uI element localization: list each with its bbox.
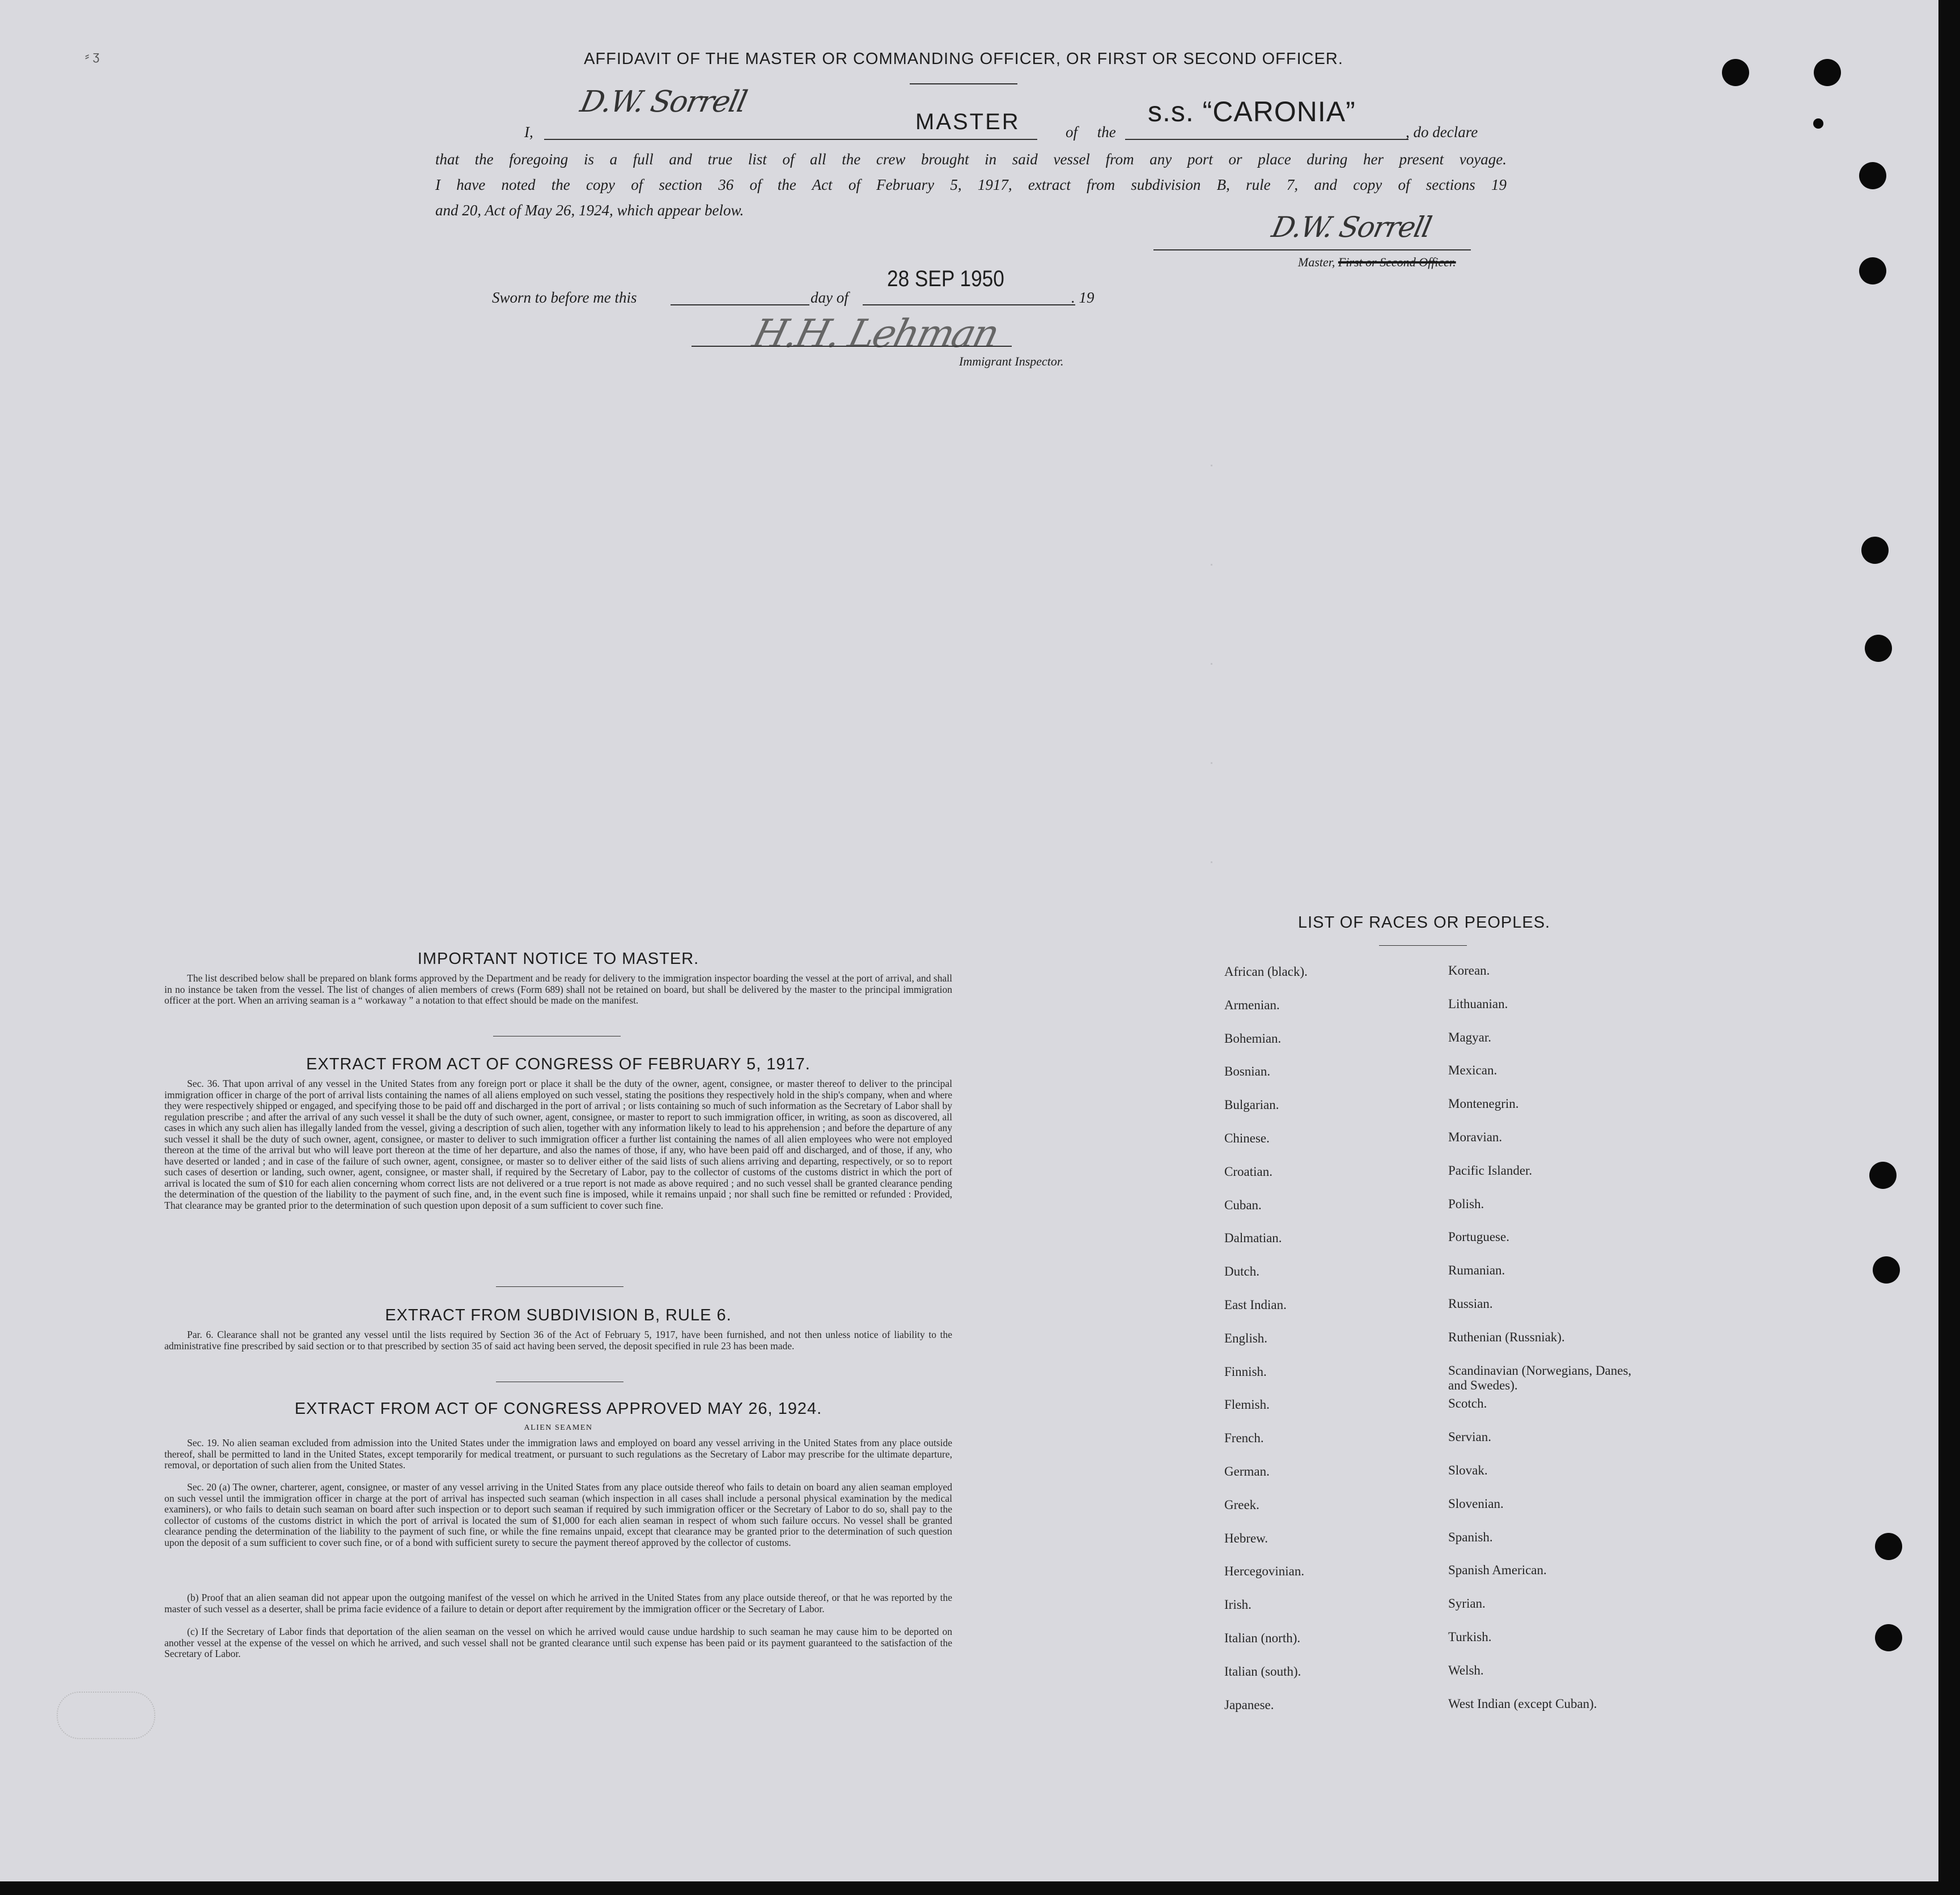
- extract-rule6-title: EXTRACT FROM SUBDIVISION B, RULE 6.: [385, 1306, 732, 1324]
- date-stamp: 28 SEP 1950: [887, 266, 1004, 291]
- punch-hole: [1859, 257, 1886, 284]
- race-item: Mexican.: [1448, 1063, 1497, 1078]
- notice-title: IMPORTANT NOTICE TO MASTER.: [417, 950, 699, 968]
- race-item: Syrian.: [1448, 1596, 1486, 1611]
- day-of-label: day of: [811, 289, 849, 306]
- extract-1924-title: EXTRACT FROM ACT OF CONGRESS APPROVED MAY 26, 1924.: [294, 1400, 822, 1418]
- punch-hole: [1861, 537, 1889, 564]
- races-divider: [1379, 945, 1467, 946]
- title-underline: [910, 83, 1017, 84]
- notice-body: The list described below shall be prepared on blank forms approved by the Department and be ready for delivery to the immigration inspector boarding the vessel at the port of arrival, and shall in no instance be taken from the vessel. The list of changes of alien members of crews (Form 689) shall not be retained on board, but shall be delivered by the master to the principal immigration officer at the port. When an arriving seaman is a “ workaway ” a notation to that effect should be made on the manifest.: [164, 972, 952, 1006]
- master-signature-right: D.W. Sorrell: [1269, 211, 1434, 244]
- extract-1917-title: EXTRACT FROM ACT OF CONGRESS OF FEBRUARY 5, 1917.: [306, 1055, 811, 1073]
- race-item: Finnish.: [1224, 1364, 1267, 1379]
- race-item: Polish.: [1448, 1196, 1484, 1211]
- race-item: Scandinavian (Norwegians, Danes, and Swedes).: [1448, 1363, 1632, 1392]
- signature-line: [1153, 249, 1471, 250]
- master-caption-text: Master,: [1298, 255, 1338, 269]
- statement-line-3: and 20, Act of May 26, 1924, which appear below.: [435, 202, 744, 219]
- vessel-line: [1125, 139, 1409, 140]
- scan-edge-bottom: [0, 1881, 1938, 1895]
- race-item: Ruthenian (Russniak).: [1448, 1329, 1565, 1344]
- extract-1924-sec20a: Sec. 20 (a) The owner, charterer, agent, consignee, or master of any vessel arriving in the United States from any place outside thereof who fails to detain on board any alien seaman employed on such vessel until the immigration officer in charge at the port of arrival has inspected such seaman (which inspection in all cases shall include a personal physical examination by the medical examiners), or who fails to detain such seaman on board after such inspection or to deport such seaman if required by such immigration officer or the Secretary of Labor to do so, shall pay to the collector of customs of the customs district in which the port of arrival is located the sum of $1,000 for each alien seaman in respect of whom such failure occurs. No vessel shall be granted clearance pending the determination of the liability to the payment of such fine, or while the fine remains unpaid, except that clearance may be granted prior to the determination of such question upon the deposit of a sum sufficient to cover such fine, or of a bond with sufficient surety to secure the payment thereof approved by the collector of customs.: [164, 1481, 952, 1548]
- race-item: Portuguese.: [1448, 1230, 1509, 1244]
- vessel-name: s.s. “CARONIA”: [1148, 96, 1356, 128]
- statement-line-1: that the foregoing is a full and true list of all the crew brought in said vessel from any port or place during her present voyage.: [435, 151, 1507, 168]
- punch-hole: [1875, 1624, 1902, 1651]
- faint-dot-trail: [1211, 465, 1212, 895]
- race-item: Greek.: [1224, 1497, 1259, 1512]
- race-item: Croatian.: [1224, 1164, 1272, 1179]
- race-item: Bosnian.: [1224, 1064, 1271, 1079]
- race-item: German.: [1224, 1464, 1270, 1478]
- punch-hole: [1873, 1256, 1900, 1284]
- punch-hole: [1869, 1162, 1897, 1189]
- race-item: Irish.: [1224, 1597, 1251, 1612]
- race-item: Pacific Islander.: [1448, 1163, 1533, 1178]
- do-declare-label: , do declare: [1406, 124, 1478, 141]
- inspector-line: [691, 346, 1012, 347]
- sworn-month-line: [863, 304, 1075, 305]
- race-item: Dutch.: [1224, 1264, 1259, 1279]
- inspector-caption: Immigrant Inspector.: [959, 354, 1064, 368]
- race-item: Russian.: [1448, 1297, 1493, 1311]
- race-item: Servian.: [1448, 1430, 1492, 1444]
- races-title: LIST OF RACES OR PEOPLES.: [1298, 913, 1551, 932]
- race-item: Cuban.: [1224, 1197, 1262, 1212]
- race-item: West Indian (except Cuban).: [1448, 1696, 1597, 1711]
- year-label: . 19: [1071, 289, 1094, 306]
- position-master: MASTER: [915, 109, 1020, 134]
- race-item: African (black).: [1224, 965, 1308, 979]
- race-item: Magyar.: [1448, 1030, 1492, 1044]
- name-line: [544, 139, 1037, 140]
- race-item: Dalmatian.: [1224, 1231, 1282, 1246]
- extract-rule6-body: Par. 6. Clearance shall not be granted any vessel until the lists required by Section 36 of the Act of February 5, 1917, have been furnished, and not then unless notice of liability to the administrative fine prescribed by said section or to that prescribed by section 35 of said act having been served, the deposit specified in rule 23 has been made.: [164, 1329, 952, 1352]
- statement-line-2: I have noted the copy of section 36 of the Act of February 5, 1917, extract from subdivision B, rule 7, and copy of sections 19: [435, 176, 1507, 193]
- race-item: Spanish American.: [1448, 1563, 1547, 1578]
- race-item: Montenegrin.: [1448, 1097, 1519, 1111]
- sworn-label: Sworn to before me this: [492, 289, 637, 306]
- punch-hole: [1814, 59, 1841, 86]
- race-item: English.: [1224, 1331, 1268, 1345]
- corner-mark: ⸗ ʒ: [85, 49, 100, 63]
- race-item: Spanish.: [1448, 1529, 1493, 1544]
- race-item: Slovak.: [1448, 1463, 1488, 1477]
- race-item: Bohemian.: [1224, 1031, 1282, 1046]
- punch-hole: [1875, 1533, 1902, 1560]
- stamp-faint: [57, 1692, 155, 1739]
- race-item: Scotch.: [1448, 1396, 1487, 1411]
- race-item: Italian (south).: [1224, 1664, 1301, 1679]
- race-item: Armenian.: [1224, 997, 1280, 1012]
- race-item: Bulgarian.: [1224, 1098, 1279, 1112]
- punch-hole: [1813, 118, 1823, 129]
- extract-1924-sec19: Sec. 19. No alien seaman excluded from admission into the United States under the immigration laws and employed on board any vessel arriving in the United States from any place outside thereof, shall be permitted to land in the United States, except temporarily for medical treatment, or pursuant to such regulations as the Secretary of Labor may prescribe for the ultimate departure, removal, or deportation of such alien from the United States.: [164, 1437, 952, 1471]
- race-item: Chinese.: [1224, 1131, 1270, 1145]
- race-item: Flemish.: [1224, 1397, 1270, 1412]
- race-item: Moravian.: [1448, 1130, 1503, 1144]
- master-caption: [1298, 255, 1456, 270]
- extract-1924-sec20c: (c) If the Secretary of Labor finds that deportation of the alien seaman on the vessel on which he arrived would cause undue hardship to such seaman he may cause him to be deported on another vessel at the expense of the vessel on which he arrived, and such vessel shall not be granted clearance until such expense has been paid or its payment guaranteed to the satisfaction of the Secretary of Labor.: [164, 1626, 952, 1659]
- race-item: Slovenian.: [1448, 1496, 1504, 1511]
- extract-1924-sec20b: (b) Proof that an alien seaman did not appear upon the outgoing manifest of the vessel on which he arrived in the United States from any place outside thereof, or that he was reported by the master of such vessel as a deserter, shall be prima facie evidence of a failure to detain or deport after requirement by the immigration officer or the Secretary of Labor.: [164, 1592, 952, 1614]
- sworn-day-line: [671, 304, 809, 305]
- race-item: East Indian.: [1224, 1298, 1287, 1312]
- extract-1917-divider: [496, 1286, 623, 1287]
- extract-1917-body: Sec. 36. That upon arrival of any vessel in the United States from any foreign port or place it shall be the duty of the owner, agent, consignee, or master thereof to deliver to the principal immigration officer in charge of the port of arrival lists containing the names of all aliens employed on such vessel, stating the positions they respectively hold in the ship's company, when and where they were respectively shipped or engaged, and specifying those to be paid off and discharged in the port of arrival ; or lists containing so much of such information as the Secretary of Labor shall by regulation prescribe ; and after the arrival of any such vessel it shall be the duty of such owner, agent, consignee, or master to report to such immigration officer, in writing, as soon as discovered, all cases in which any such alien has illegally landed from the vessel, giving a description of such alien, together with any information likely to lead to his apprehension ; and before the departure of any such vessel it shall be the duty of such owner, agent, consignee, or master to deliver to such immigration officer a further list containing the names of all alien employees who were not employed thereon at the time of the arrival but who will leave port thereon at the time of her departure, and also the names of those, if any, who have been paid off and discharged, and of those, if any, who have deserted or landed ; and in case of the failure of such owner, agent, consignee, or master so to deliver either of the said lists of such aliens arriving and departing, respectively, or so to report such cases of desertion or landing, such owner, agent, consignee, or master shall, if required by the Secretary of Labor, pay to the collector of customs of the customs district in which the port of arrival is located the sum of $10 for each alien concerning whom correct lists are not delivered or a true report is not made as above required ; and no such vessel shall be granted clearance pending the determination of the question of the liability to the payment of such fine, and, in the event such fine is imposed, while it remains unpaid ; nor shall such fine be remitted or refunded : Provided, That clearance may be granted prior to the determination of such question upon deposit of a sum sufficient to cover such fine.: [164, 1078, 952, 1211]
- punch-hole: [1865, 635, 1892, 662]
- punch-hole: [1859, 162, 1886, 189]
- race-item: Italian (north).: [1224, 1631, 1301, 1645]
- race-item: Welsh.: [1448, 1663, 1484, 1677]
- punch-hole: [1722, 59, 1749, 86]
- race-item: Hercegovinian.: [1224, 1564, 1305, 1579]
- inspector-signature: H.H. Lehman: [748, 312, 1003, 356]
- race-item: French.: [1224, 1431, 1264, 1446]
- race-item: Turkish.: [1448, 1630, 1492, 1644]
- officer-struck: First or Second Officer.: [1338, 255, 1456, 269]
- of-the-label: of the: [1066, 124, 1116, 141]
- race-item: Korean.: [1448, 963, 1490, 978]
- race-item: Lithuanian.: [1448, 996, 1508, 1011]
- scan-edge-right: [1938, 0, 1960, 1895]
- master-signature: D.W. Sorrell: [577, 85, 749, 119]
- affidavit-i: I,: [524, 124, 533, 141]
- race-item: Rumanian.: [1448, 1263, 1505, 1278]
- race-item: Hebrew.: [1224, 1531, 1269, 1545]
- race-item: Japanese.: [1224, 1697, 1274, 1712]
- affidavit-title: AFFIDAVIT OF THE MASTER OR COMMANDING OFFICER, OR FIRST OR SECOND OFFICER.: [584, 50, 1343, 68]
- extract-1924-subtitle: ALIEN SEAMEN: [524, 1424, 593, 1432]
